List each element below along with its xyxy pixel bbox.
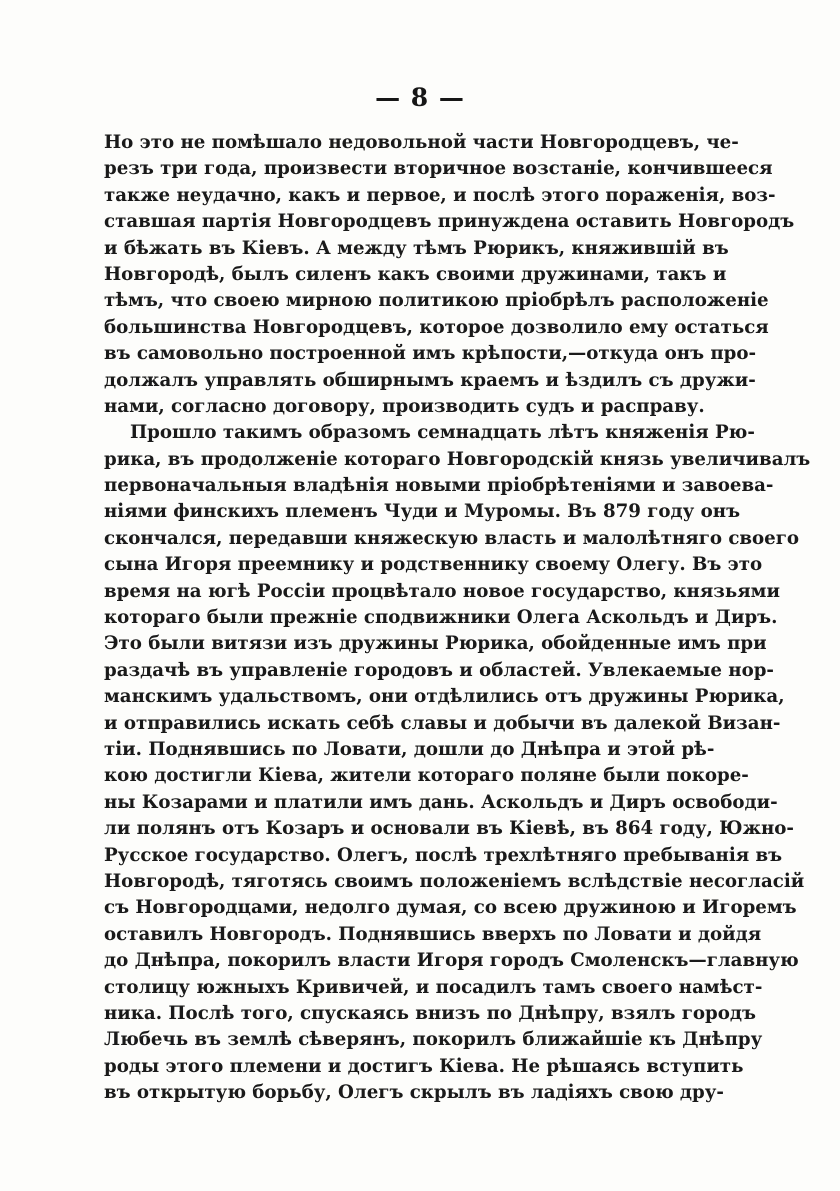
text-line: съ Новгородцами, недолго думая, со всею дружиною и Игоремъ <box>104 897 797 919</box>
text-line: раздачѣ въ управленіе городовъ и областей. Увлекаемые нор- <box>104 659 774 681</box>
text-line: столицу южныхъ Кривичей, и посадилъ тамъ своего намѣст- <box>104 976 763 998</box>
body-text <box>104 130 811 1106</box>
text-line: ставшая партія Новгородцевъ принуждена оставить Новгородъ <box>104 211 795 233</box>
text-line: оставилъ Новгородъ. Поднявшись вверхъ по Ловати и дойдя <box>104 923 762 945</box>
text-line: Русское государство. Олегъ, послѣ трехлѣтняго пребыванія въ <box>104 844 783 866</box>
paragraph-1 <box>104 130 795 420</box>
text-line: время на югѣ Россіи процвѣтало новое государство, князьями <box>104 580 780 602</box>
text-line: роды этого племени и достигъ Кіева. Не рѣшаясь вступить <box>104 1055 744 1077</box>
page-number: — 8 — <box>375 83 465 112</box>
text-line: рика, въ продолженіе котораго Новгородскій князь увеличивалъ <box>104 448 811 470</box>
text-line: Любечь въ землѣ сѣверянъ, покорилъ ближайшіе къ Днѣпру <box>104 1029 763 1051</box>
text-line: кою достигли Кіева, жители котораго поляне были покоре- <box>104 765 749 787</box>
text-line: Это были витязи изъ дружины Рюрика, обойденные имъ при <box>104 633 767 655</box>
text-line: и отправились искать себѣ славы и добычи въ далекой Визан- <box>104 712 781 734</box>
text-line: ника. Послѣ того, спускаясь внизъ по Днѣпру, взялъ городъ <box>104 1002 756 1024</box>
text-line: также неудачно, какъ и первое, и послѣ этого пораженія, воз- <box>104 184 776 206</box>
text-line: до Днѣпра, покорилъ власти Игоря городъ Смоленскъ—главную <box>104 950 799 972</box>
text-line: манскимъ удальствомъ, они отдѣлились отъ дружины Рюрика, <box>104 686 785 708</box>
text-line: ли полянъ отъ Козаръ и основали въ Кіевѣ, въ 864 году, Южно- <box>104 818 794 840</box>
text-line: сына Игоря преемнику и родственнику своему Олегу. Въ это <box>104 554 763 576</box>
text-line: Новгородѣ, былъ силенъ какъ своими дружинами, такъ и <box>104 263 727 285</box>
text-line: должалъ управлять обширнымъ краемъ и ѣздилъ съ дружи- <box>104 369 756 391</box>
text-line: Но это не помѣшало недовольной части Новгородцевъ, че- <box>104 132 739 153</box>
text-line: нами, согласно договору, производить судъ и расправу. <box>104 395 705 417</box>
text-line: Новгородѣ, тяготясь своимъ положеніемъ вслѣдствіе несогласій <box>104 870 805 892</box>
text-line: тѣмъ, что своею мирною политикою пріобрѣлъ расположеніе <box>104 290 769 312</box>
text-line: скончался, передавши княжескую власть и малолѣтняго своего <box>104 527 800 549</box>
text-line: первоначальныя владѣнія новыми пріобрѣтеніями и завоева- <box>104 475 774 497</box>
text-line: Прошло такимъ образомъ семнадцать лѣтъ княженія Рю- <box>130 422 755 444</box>
text-line: ніями финскихъ племенъ Чуди и Муромы. Въ 879 году онъ <box>104 501 741 523</box>
text-line: тіи. Поднявшись по Ловати, дошли до Днѣпра и этой рѣ- <box>104 738 715 760</box>
paragraph-2 <box>104 420 811 1106</box>
text-line: ны Козарами и платили имъ дань. Аскольдъ и Диръ освободи- <box>104 791 778 813</box>
text-line: и бѣжать въ Кіевъ. А между тѣмъ Рюрикъ, княжившій въ <box>104 237 729 259</box>
text-line: котораго были прежніе сподвижники Олега Аскольдъ и Диръ. <box>104 607 778 629</box>
text-line: въ самовольно построенной имъ крѣпости,—откуда онъ про- <box>104 343 757 365</box>
text-line: резъ три года, произвести вторичное возстаніе, кончившееся <box>104 158 773 180</box>
text-line: большинства Новгородцевъ, которое дозволило ему остаться <box>104 316 769 338</box>
text-line: въ открытую борьбу, Олегъ скрылъ въ ладіяхъ свою дру- <box>104 1082 724 1104</box>
